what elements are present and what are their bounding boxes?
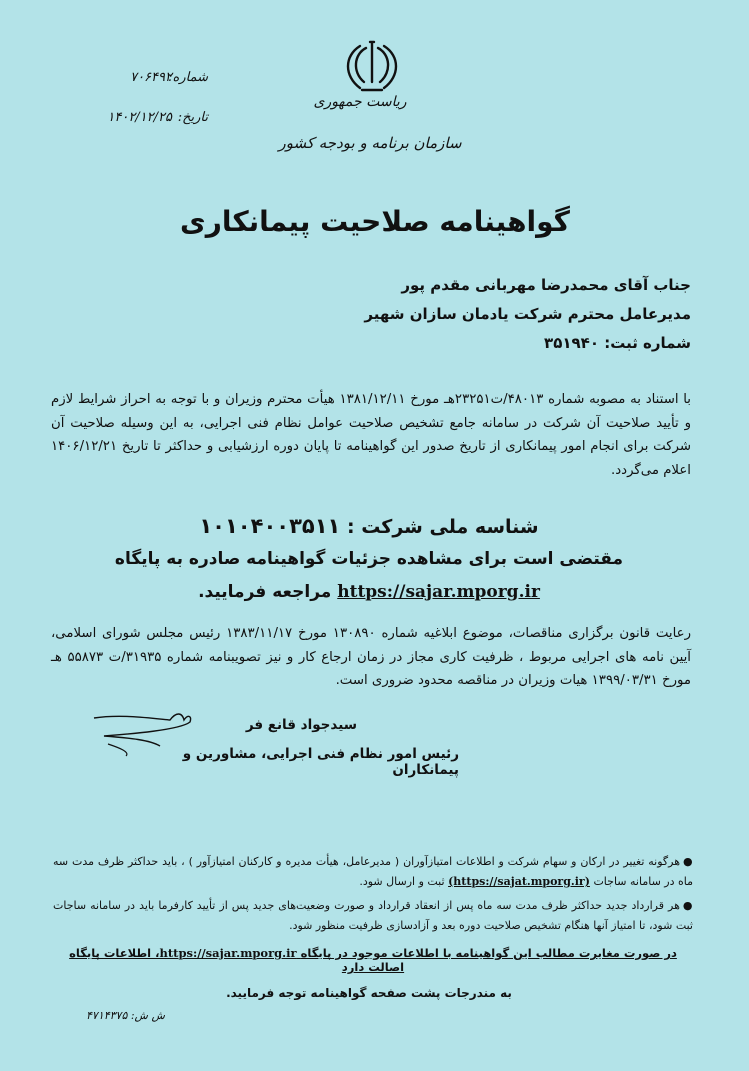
law-paragraph: رعایت قانون برگزاری مناقصات، موضوع ابلاغیه شماره ۱۳۰۸۹۰ مورخ ۱۳۸۳/۱۱/۱۷ رئیس مجلس شورای اسلامی، آیین نامه های اجرایی مربوط ، ظرفیت کاری مجاز در زمان ارجاع کار و نیز تصویبنامه شماره ۳۱۹۳۵/ت ۵۵۸۷۳ هـ مورخ ۱۳۹۹/۰۳/۳۱ هیات وزیران در مناقصه محدود ضروری است. xyxy=(51,626,692,688)
sajar-link[interactable]: https://sajar.mporg.ir xyxy=(337,582,540,602)
page-title: گواهینامه صلاحیت پیمانکاری xyxy=(180,205,570,238)
letter-number-value: ۷۰۶۴۹۲ xyxy=(130,70,172,85)
signatory-name: سیدجواد قانع فر xyxy=(245,717,357,733)
bullet-icon: ● xyxy=(683,855,693,868)
refer-line-2 xyxy=(49,582,689,602)
letter-date-value: ۱۴۰۲/۱۲/۲۵ xyxy=(107,110,172,125)
org-line-presidency: ریاست جمهوری xyxy=(313,94,407,110)
note-2 xyxy=(53,896,693,936)
note-2-text: هر قرارداد جدید حداکثر ظرف مدت سه ماه پس از انعقاد قرارداد و صورت وضعیت‌های جدید پس از تأیید کارفرما باید در سامانه ساجات ثبت شود، تا امتیاز آنها هنگام تشخیص صلاحیت دوره بعد و آزادسازی ظرفیت منظور شود. xyxy=(53,899,693,932)
refer-suffix: مراجعه فرمایید. xyxy=(198,582,332,602)
mismatch-note xyxy=(53,946,693,974)
mismatch-text: در صورت مغایرت مطالب این گواهینامه با اطلاعات موجود در پایگاه xyxy=(300,946,677,960)
note-1 xyxy=(53,852,693,892)
addressee-position: مدیرعامل محترم شرکت یادمان سازان شهیر xyxy=(364,305,691,323)
iran-emblem-icon xyxy=(340,38,404,96)
note-1-suffix: ثبت و ارسال شود. xyxy=(359,875,445,888)
sajat-link[interactable]: (https://sajat.mporg.ir) xyxy=(448,875,590,888)
addressee-name: جناب آقای محمدرضا مهربانی مقدم پور xyxy=(401,276,691,294)
refer-line-1: مقتضی است برای مشاهده جزئیات گواهینامه صادره به پایگاه xyxy=(114,549,624,569)
note-1-text: هرگونه تغییر در ارکان و سهام شرکت و اطلاعات امتیازآوران ( مدیرعامل، هیأت مدیره و کارکنان امتیازآور ) ، باید حداکثر ظرف مدت سه ماه در سامانه ساجات xyxy=(53,855,693,888)
body-paragraph: با استناد به مصوبه شماره ۴۸۰۱۳/ت۲۳۲۵۱هـ مورخ ۱۳۸۱/۱۲/۱۱ هیأت محترم وزیران و با توجه به احراز شرایط لازم و تأیید صلاحیت آن شرکت در سامانه جامع تشخیص صلاحیت عوامل نظام فنی اجرایی، به این وسیله صلاحیت آن شرکت برای انجام امور پیمانکاری از تاریخ صدور این گواهینامه تا پایان دوره ارزشیابی و حداکثر تا تاریخ ۱۴۰۶/۱۲/۲۱ اعلام می‌گردد. xyxy=(51,392,692,478)
national-id-value: ۱۰۱۰۴۰۰۳۵۱۱ xyxy=(199,514,341,538)
letter-number-label: شماره: xyxy=(168,70,208,85)
footer-code: ش ش: ۴۷۱۴۳۷۵ xyxy=(86,1009,165,1022)
back-page-note: به مندرجات پشت صفحه گواهینامه توجه فرمایید. xyxy=(226,986,512,1000)
signatory-role: رئیس امور نظام فنی اجرایی، مشاورین و پیمانکاران xyxy=(182,746,459,778)
national-id-line xyxy=(49,514,689,538)
letter-date-label: تاریخ: xyxy=(177,110,208,125)
registration-number: شماره ثبت: ۳۵۱۹۴۰ xyxy=(544,334,691,352)
mismatch-suffix: ، اطلاعات پایگاه اصالت دارد xyxy=(69,946,405,974)
bullet-icon: ● xyxy=(682,899,693,912)
mismatch-link[interactable]: https://sajar.mporg.ir xyxy=(159,946,297,960)
national-id-label: شناسه ملی شرکت : xyxy=(346,516,539,538)
org-line-budget-organization: سازمان برنامه و بودجه کشور xyxy=(278,134,462,152)
